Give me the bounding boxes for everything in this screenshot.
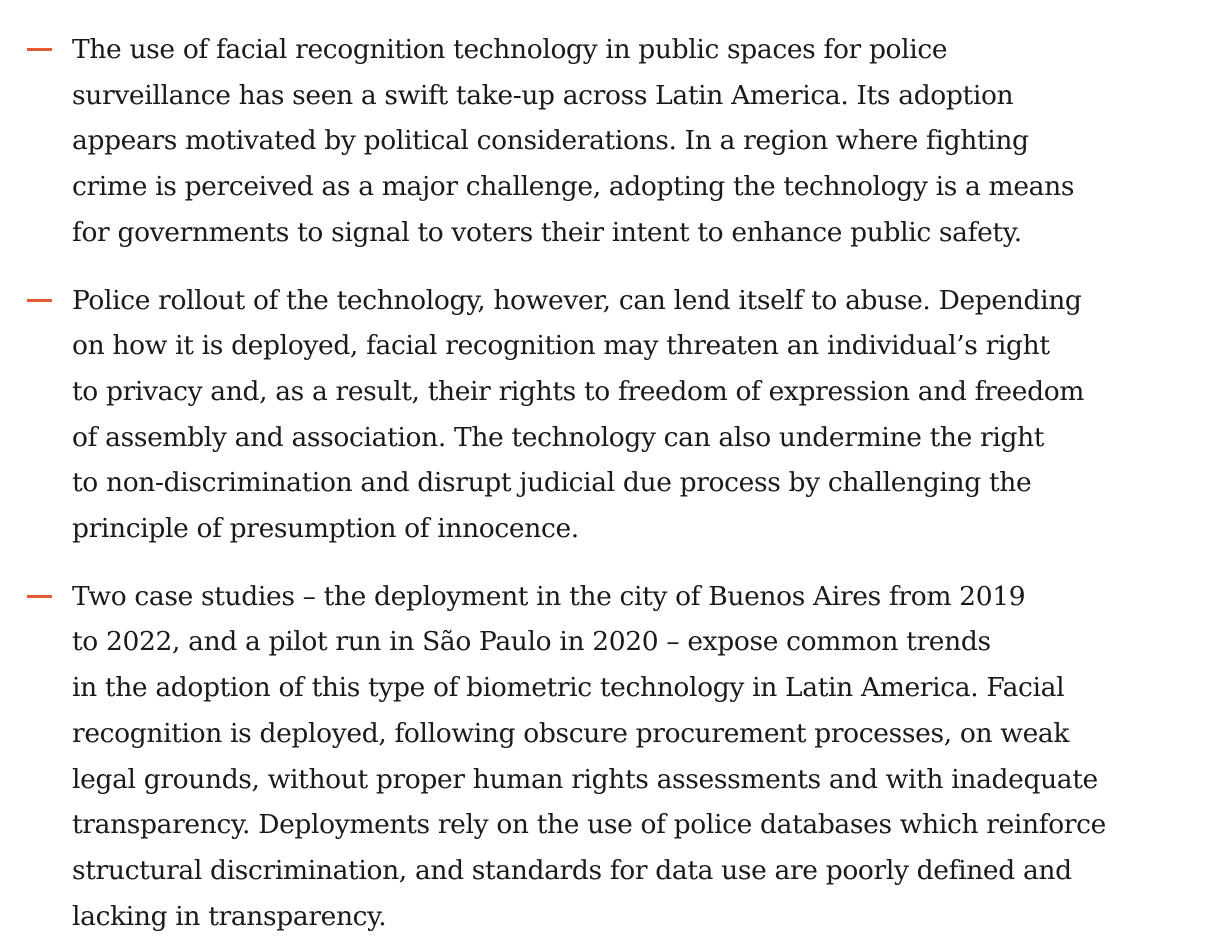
paragraph-line: appears motivated by political considerations. In a region where fighting bbox=[72, 125, 1029, 157]
dash-bullet-icon bbox=[27, 48, 52, 51]
paragraph-line: The use of facial recognition technology in public spaces for police bbox=[72, 34, 948, 65]
paragraph-line: in the adoption of this type of biometric technology in Latin America. Facial bbox=[72, 672, 1065, 704]
paragraph-line: to non-discrimination and disrupt judicial due process by challenging the bbox=[72, 467, 1032, 499]
paragraph-line: Two case studies – the deployment in the city of Buenos Aires from 2019 bbox=[72, 580, 1026, 612]
paragraph-line: to privacy and, as a result, their rights to freedom of expression and freedom bbox=[72, 375, 1085, 407]
paragraph-line: transparency. Deployments rely on the use of police databases which reinforce bbox=[72, 809, 1106, 841]
paragraph-line: recognition is deployed, following obscure procurement processes, on weak bbox=[72, 717, 1070, 749]
paragraph-line: Police rollout of the technology, however, can lend itself to abuse. Depending bbox=[72, 284, 1082, 316]
paragraph-line: of assembly and association. The technology can also undermine the right bbox=[72, 421, 1045, 453]
paragraph-line: lacking in transparency. bbox=[72, 900, 387, 932]
paragraph-line: crime is perceived as a major challenge, adopting the technology is a means bbox=[72, 171, 1075, 203]
key-point-item bbox=[0, 574, 1220, 940]
paragraph-line: legal grounds, without proper human rights assessments and with inadequate bbox=[72, 763, 1098, 795]
paragraph-line: principle of presumption of innocence. bbox=[72, 513, 579, 545]
dash-bullet-icon bbox=[27, 595, 52, 598]
key-point-item bbox=[0, 27, 1220, 256]
paragraph-line: surveillance has seen a swift take-up across Latin America. Its adoption bbox=[72, 79, 1014, 111]
key-points-list bbox=[0, 27, 1220, 939]
paragraph-line: to 2022, and a pilot run in São Paulo in 2020 – expose common trends bbox=[72, 626, 991, 658]
key-point-item bbox=[0, 278, 1220, 552]
paragraph-line: on how it is deployed, facial recognition may threaten an individual’s right bbox=[72, 330, 1050, 362]
paragraph-line: structural discrimination, and standards for data use are poorly defined and bbox=[72, 854, 1072, 886]
paragraph-line: for governments to signal to voters their intent to enhance public safety. bbox=[72, 216, 1022, 248]
dash-bullet-icon bbox=[27, 299, 52, 302]
